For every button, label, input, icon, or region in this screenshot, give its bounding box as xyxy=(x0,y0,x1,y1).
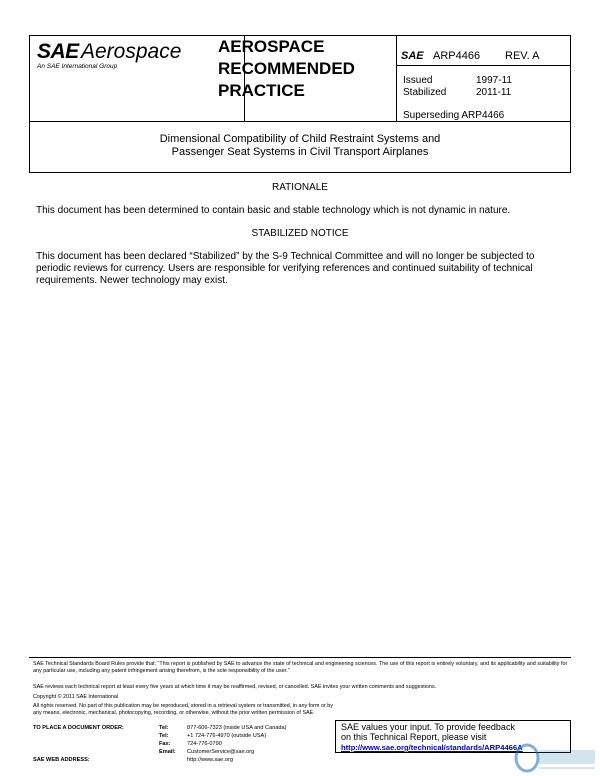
doc-type-line: PRACTICE xyxy=(218,81,305,100)
header-box xyxy=(29,35,571,122)
contact-key: Fax: xyxy=(159,741,171,747)
rights-notice: All rights reserved. No part of this publication may be reproduced, stored in a retrieval system or transmitted, in any form or by any means, electronic, mechanical, photocopying, recording, or otherwise, without the prior written permission of SAE. xyxy=(33,703,333,716)
footer-rule xyxy=(29,657,571,658)
stabilized-label: Stabilized xyxy=(403,87,447,98)
superseding-note: Superseding ARP4466 xyxy=(403,110,505,121)
document-type xyxy=(218,36,398,102)
standards-board-rules: SAE Technical Standards Board Rules provide that: “This report is published by SAE to advance the state of technical and engineering sciences. The use of this report is entirely voluntary, and its applicability and suitability for any particular use, including any patent infringement arising therefrom, is the sole responsibility of the user.” xyxy=(33,661,568,674)
title-line: Passenger Seat Systems in Civil Transport Airplanes xyxy=(171,146,429,158)
watermark-stamp-icon xyxy=(513,742,598,774)
feedback-text: SAE values your input. To provide feedback xyxy=(341,722,515,732)
web-address-label: SAE WEB ADDRESS: xyxy=(33,757,90,763)
feedback-text: on this Technical Report, please visit xyxy=(341,732,487,742)
order-label: TO PLACE A DOCUMENT ORDER: xyxy=(33,725,124,731)
contact-key: Tel: xyxy=(159,733,169,739)
document-number: ARP4466 xyxy=(433,50,481,62)
doc-type-line: RECOMMENDED xyxy=(218,59,355,78)
sae-logo: SAE xyxy=(37,40,79,63)
feedback-link[interactable]: http://www.sae.org/technical/standards/ARP4466A xyxy=(341,743,523,752)
contact-email-link[interactable]: CustomerService@sae.org xyxy=(187,749,255,755)
aerospace-logo-text: Aerospace xyxy=(81,40,182,63)
title-line: Dimensional Compatibility of Child Restraint Systems and xyxy=(159,133,441,145)
contact-key: Tel: xyxy=(159,725,169,731)
doc-type-line: AEROSPACE xyxy=(218,37,325,56)
web-address-link[interactable]: http://www.sae.org xyxy=(187,757,234,763)
revision: REV. A xyxy=(505,50,540,62)
review-notice: SAE reviews each technical report at least every five years at which time it may be reaffirmed, revised, or cancelled. SAE invites your written comments and suggestions. xyxy=(33,684,437,690)
sae-mark: SAE xyxy=(401,50,424,62)
copyright: Copyright © 2011 SAE International xyxy=(33,694,119,700)
document-title xyxy=(30,133,570,159)
logo-tagline: An SAE International Group xyxy=(37,63,118,70)
stabilized-notice-heading: STABILIZED NOTICE xyxy=(251,228,349,239)
contact-value: 724-776-0790 xyxy=(187,741,222,747)
issued-date: 1997-11 xyxy=(476,75,512,86)
rationale-text: This document has been determined to contain basic and stable technology which is not dynamic in nature. xyxy=(36,205,511,216)
rationale-heading: RATIONALE xyxy=(272,182,328,193)
title-box xyxy=(29,121,571,173)
issued-label: Issued xyxy=(403,75,433,86)
contact-value: 877-606-7323 (inside USA and Canada) xyxy=(187,725,287,731)
stabilized-date: 2011-11 xyxy=(476,87,512,98)
stabilized-notice-text: This document has been declared “Stabilized” by the S-9 Technical Committee and will no longer be subjected to periodic reviews for currency. Users are responsible for verifying references and continued suitability of technical requirements. Newer technology may exist. xyxy=(36,251,535,286)
contact-key: Email: xyxy=(159,749,176,755)
header-divider xyxy=(397,65,571,66)
contact-value: +1 724-776-4970 (outside USA) xyxy=(187,733,267,739)
